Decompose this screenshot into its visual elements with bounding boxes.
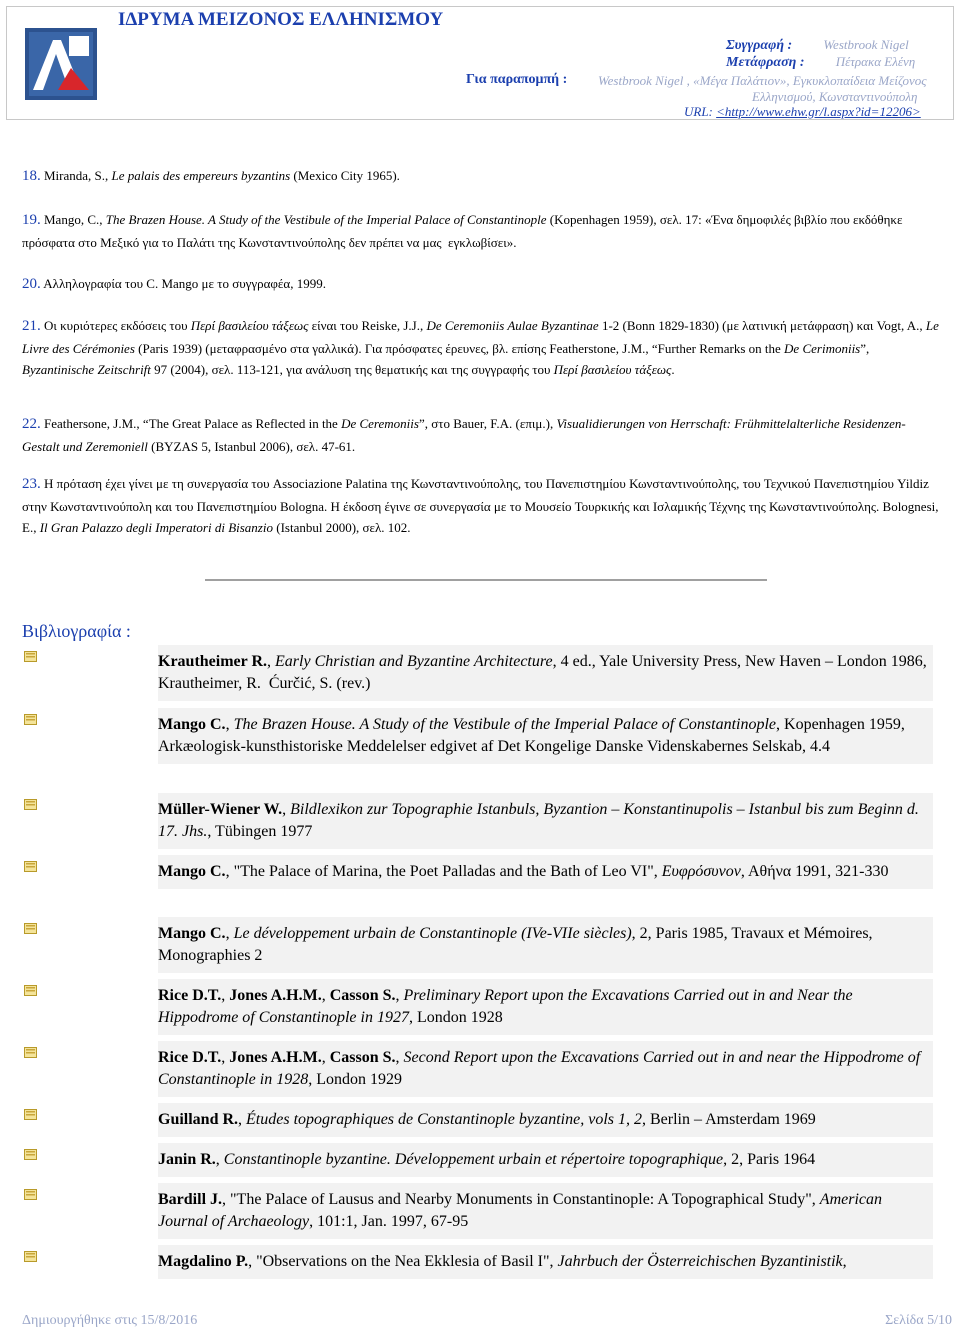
url-link[interactable]: <http://www.ehw.gr/l.aspx?id=12206> — [716, 104, 921, 119]
footnote-20: 20. Αλληλογραφία του C. Mango με το συγγραφέα, 1999. — [22, 276, 326, 292]
logo-icon — [25, 28, 97, 100]
book-icon — [24, 921, 37, 932]
section-divider — [205, 579, 767, 581]
footnote-21: 21. Οι κυριότερες εκδόσεις του Περί βασιλείου τάξεως είναι του Reiske, J.J., De Ceremoniis Aulae Byzantinae 1-2 (Bonn 1829-1830) (με λατινική μετάφραση) και Vogt, A., Le Livre des Cérémonies (Paris 1939) (μεταφρασμένο στα γαλλικά). Για πρόσφατες έρευνες, βλ. επίσης Featherstone, J.M., “Further Remarks on the De Cerimoniis”, Byzantinische Zeitschrift 97 (2004), σελ. 113-121, για ανάλυση της θεματικής και της συγγραφής του Περί βασιλείου τάξεως. — [22, 318, 939, 377]
url-label: URL: — [684, 104, 717, 119]
footnote-22: 22. Feathersone, J.M., “The Great Palace as Reflected in the De Ceremoniis”, στο Bauer, F.A. (επιμ.), Visualidierungen von Herrschaft: Frühmittelalterliche Residenzen- Gestalt und Zeremoniell (BYZAS 5, Istanbul 2006), σελ. 47-61. — [22, 416, 906, 454]
page-number: Σελίδα 5/10 — [885, 1313, 952, 1328]
book-icon — [24, 712, 37, 723]
footnote-23: 23. Η πρόταση έχει γίνει με τη συνεργασία του Associazione Palatina της Κωνσταντινούπολης, του Πανεπιστημίου Κωνσταντινούπολης, του Τεχνικού Πανεπιστημίου Yildiz στην Κωνσταντινούπολη και του Πανεπιστημίου Bologna. Η έκδοση έγινε σε συνεργασία με το Μουσείο Τουρκικής και Ισλαμικής Τέχνης της Κωνσταντινούπολης. Bolognesi, E., Il Gran Palazzo degli Imperatori di Bisanzio (Istanbul 2000), σελ. 102. — [22, 476, 939, 535]
footnote-text: Αλληλογραφία του C. Mango με το συγγραφέα, 1999. — [43, 276, 326, 291]
book-icon — [24, 983, 37, 994]
footnote-text: Feathersone, J.M., “The Great Palace as Reflected in the De Ceremoniis”, στο Bauer, F.A. (επιμ.), Visualidierungen von Herrschaft: Frühmittelalterliche Residenzen- Gestalt und Zeremoniell (BYZAS 5, Istanbul 2006), σελ. 47-61. — [22, 416, 906, 454]
book-icon — [24, 1187, 37, 1198]
footnote-text: Οι κυριότερες εκδόσεις του Περί βασιλείου τάξεως είναι του Reiske, J.J., De Ceremoniis Aulae Byzantinae 1-2 (Bonn 1829-1830) (με λατινική μετάφραση) και Vogt, A., Le Livre des Cérémonies (Paris 1939) (μεταφρασμένο στα γαλλικά). Για πρόσφατες έρευνες, βλ. επίσης Featherstone, J.M., “Further Remarks on the De Cerimoniis”, Byzantinische Zeitschrift 97 (2004), σελ. 113-121, για ανάλυση της θεματικής και της συγγραφής του Περί βασιλείου τάξεως. — [22, 318, 939, 377]
reference-line-1: Westbrook Nigel , «Μέγα Παλάτιον», Εγκυκλοπαίδεια Μείζονος — [598, 73, 927, 88]
bibliography-title: Βιβλιογραφία : — [22, 621, 131, 641]
book-icon — [24, 1107, 37, 1118]
author-label: Συγγραφή : — [726, 38, 793, 53]
institution-title: ΙΔΡΥΜΑ ΜΕΙΖΟΝΟΣ ΕΛΛΗΝΙΣΜΟΥ — [118, 9, 444, 30]
book-icon — [24, 1249, 37, 1260]
book-icon — [24, 649, 37, 660]
book-icon — [24, 797, 37, 808]
footnote-text: Miranda, S., Le palais des empereurs byzantins (Mexico City 1965). — [44, 168, 400, 183]
url-row — [684, 104, 921, 120]
translation-row — [726, 54, 915, 71]
book-icon — [24, 859, 37, 870]
reference-line-2: Ελληνισμού, Κωνσταντινούπολη — [752, 89, 918, 104]
translation-value: Πέτρακα Ελένη — [835, 54, 916, 69]
footnote-text: Η πρόταση έχει γίνει με τη συνεργασία του Associazione Palatina της Κωνσταντινούπολης, του Πανεπιστημίου Κωνσταντινούπολης, του Τεχνικού Πανεπιστημίου Yildiz στην Κωνσταντινούπολη και του Πανεπιστημίου Bologna. Η έκδοση έγινε σε συνεργασία με το Μουσείο Τουρκικής και Ισλαμικής Τέχνης της Κωνσταντινούπολης. Bolognesi, E., Il Gran Palazzo degli Imperatori di Bisanzio (Istanbul 2000), σελ. 102. — [22, 476, 939, 535]
footnote-19: 19. Mango, C., The Brazen House. A Study of the Vestibule of the Imperial Palace of Constantinople (Kopenhagen 1959), σελ. 17: «Ένα δημοφιλές βιβλίο που εκδόθηκε πρόσφατα στο Μεξικό για το Παλάτι της Κωνσταντινούπολης δεν πρέπει να μας εγκλωβίσει». — [22, 212, 903, 250]
author-value: Westbrook Nigel — [823, 37, 909, 52]
institution-logo — [25, 28, 97, 100]
created-date: Δημιουργήθηκε στις 15/8/2016 — [22, 1313, 198, 1328]
reference-label: Για παραπομπή : — [466, 72, 568, 87]
book-icon — [24, 1147, 37, 1158]
footnote-text: Mango, C., The Brazen House. A Study of the Vestibule of the Imperial Palace of Constantinople (Kopenhagen 1959), σελ. 17: «Ένα δημοφιλές βιβλίο που εκδόθηκε πρόσφατα στο Μεξικό για το Παλάτι της Κωνσταντινούπολης δεν πρέπει να μας εγκλωβίσει». — [22, 212, 903, 250]
footnote-18: 18. Miranda, S., Le palais des empereurs byzantins (Mexico City 1965). — [22, 168, 400, 184]
author-row — [726, 37, 909, 54]
translation-label: Μετάφραση : — [726, 55, 805, 70]
book-icon — [24, 1045, 37, 1056]
